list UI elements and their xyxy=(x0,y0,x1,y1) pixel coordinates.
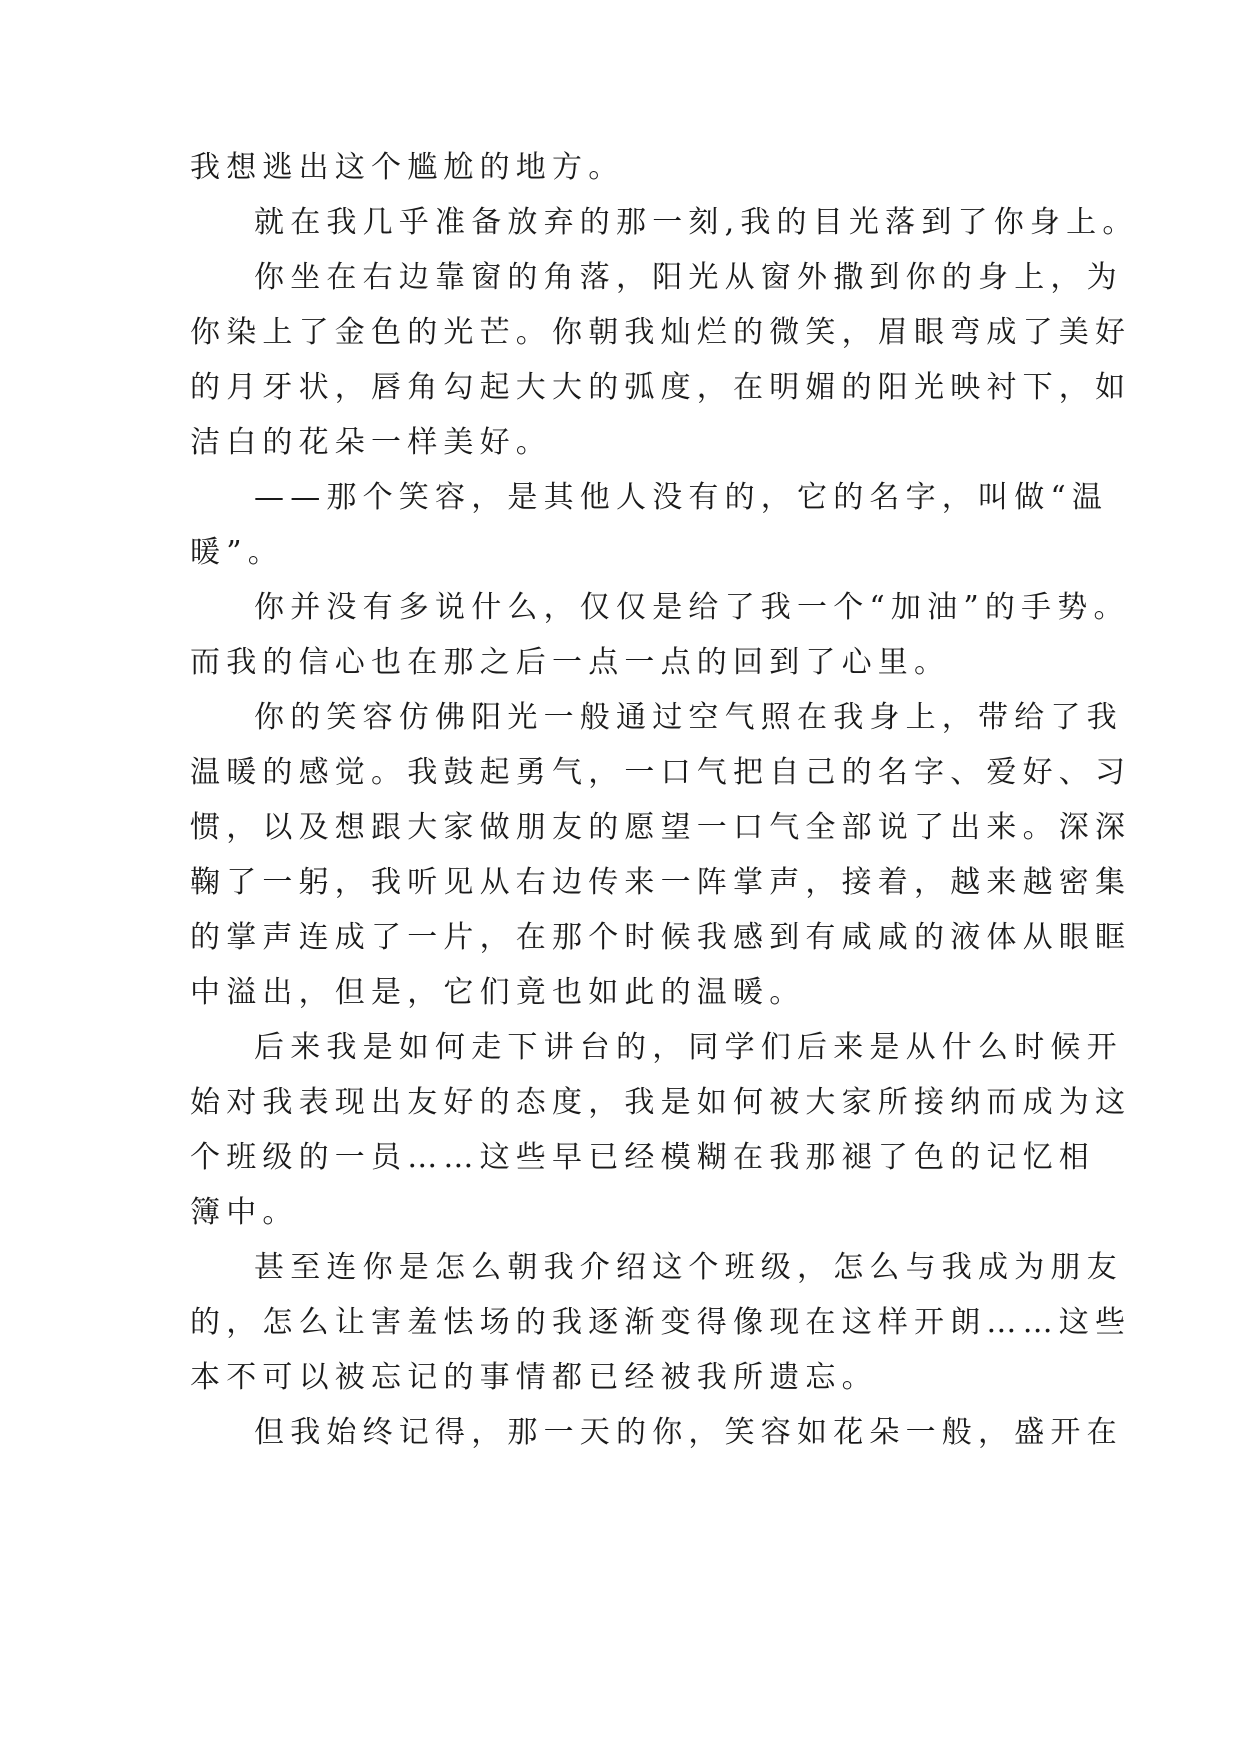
text-line: 温暖的感觉。我鼓起勇气，一口气把自己的名字、爱好、习 xyxy=(190,755,1132,790)
text-line: 本不可以被忘记的事情都已经被我所遗忘。 xyxy=(190,1360,878,1395)
text-line: 的掌声连成了一片，在那个时候我感到有咸咸的液体从眼眶 xyxy=(190,920,1132,955)
text-line: 惯，以及想跟大家做朋友的愿望一口气全部说了出来。深深 xyxy=(190,810,1132,845)
paragraph-first-line: 你并没有多说什么，仅仅是给了我一个“加油”的手势。 xyxy=(254,590,1130,625)
text-line: 的月牙状，唇角勾起大大的弧度，在明媚的阳光映衬下，如 xyxy=(190,370,1132,405)
paragraph-first-line: 就在我几乎准备放弃的那一刻,我的目光落到了你身上。 xyxy=(254,205,1139,240)
text-line: 的，怎么让害羞怯场的我逐渐变得像现在这样开朗……这些 xyxy=(190,1305,1132,1340)
text-line: 暖”。 xyxy=(190,535,284,570)
paragraph-first-line: 你坐在右边靠窗的角落，阳光从窗外撒到你的身上，为 xyxy=(254,260,1123,295)
paragraph-first-line: 后来我是如何走下讲台的，同学们后来是从什么时候开 xyxy=(254,1030,1123,1065)
text-line: 始对我表现出友好的态度，我是如何被大家所接纳而成为这 xyxy=(190,1085,1132,1120)
paragraph-first-line: ——那个笑容，是其他人没有的，它的名字，叫做“温 xyxy=(254,480,1109,515)
text-line: 鞠了一躬，我听见从右边传来一阵掌声，接着，越来越密集 xyxy=(190,865,1132,900)
text-line: 簿中。 xyxy=(190,1195,299,1230)
text-line: 我想逃出这个尴尬的地方。 xyxy=(190,150,625,185)
text-line: 你染上了金色的光芒。你朝我灿烂的微笑，眉眼弯成了美好 xyxy=(190,315,1132,350)
text-line: 中溢出，但是，它们竟也如此的温暖。 xyxy=(190,975,806,1010)
paragraph-first-line: 但我始终记得，那一天的你，笑容如花朵一般，盛开在 xyxy=(254,1415,1123,1450)
paragraph-first-line: 你的笑容仿佛阳光一般通过空气照在我身上，带给了我 xyxy=(254,700,1123,735)
text-line: 洁白的花朵一样美好。 xyxy=(190,425,552,460)
text-line: 而我的信心也在那之后一点一点的回到了心里。 xyxy=(190,645,951,680)
text-line: 个班级的一员……这些早已经模糊在我那褪了色的记忆相 xyxy=(190,1140,1095,1175)
paragraph-first-line: 甚至连你是怎么朝我介绍这个班级，怎么与我成为朋友 xyxy=(254,1250,1123,1285)
